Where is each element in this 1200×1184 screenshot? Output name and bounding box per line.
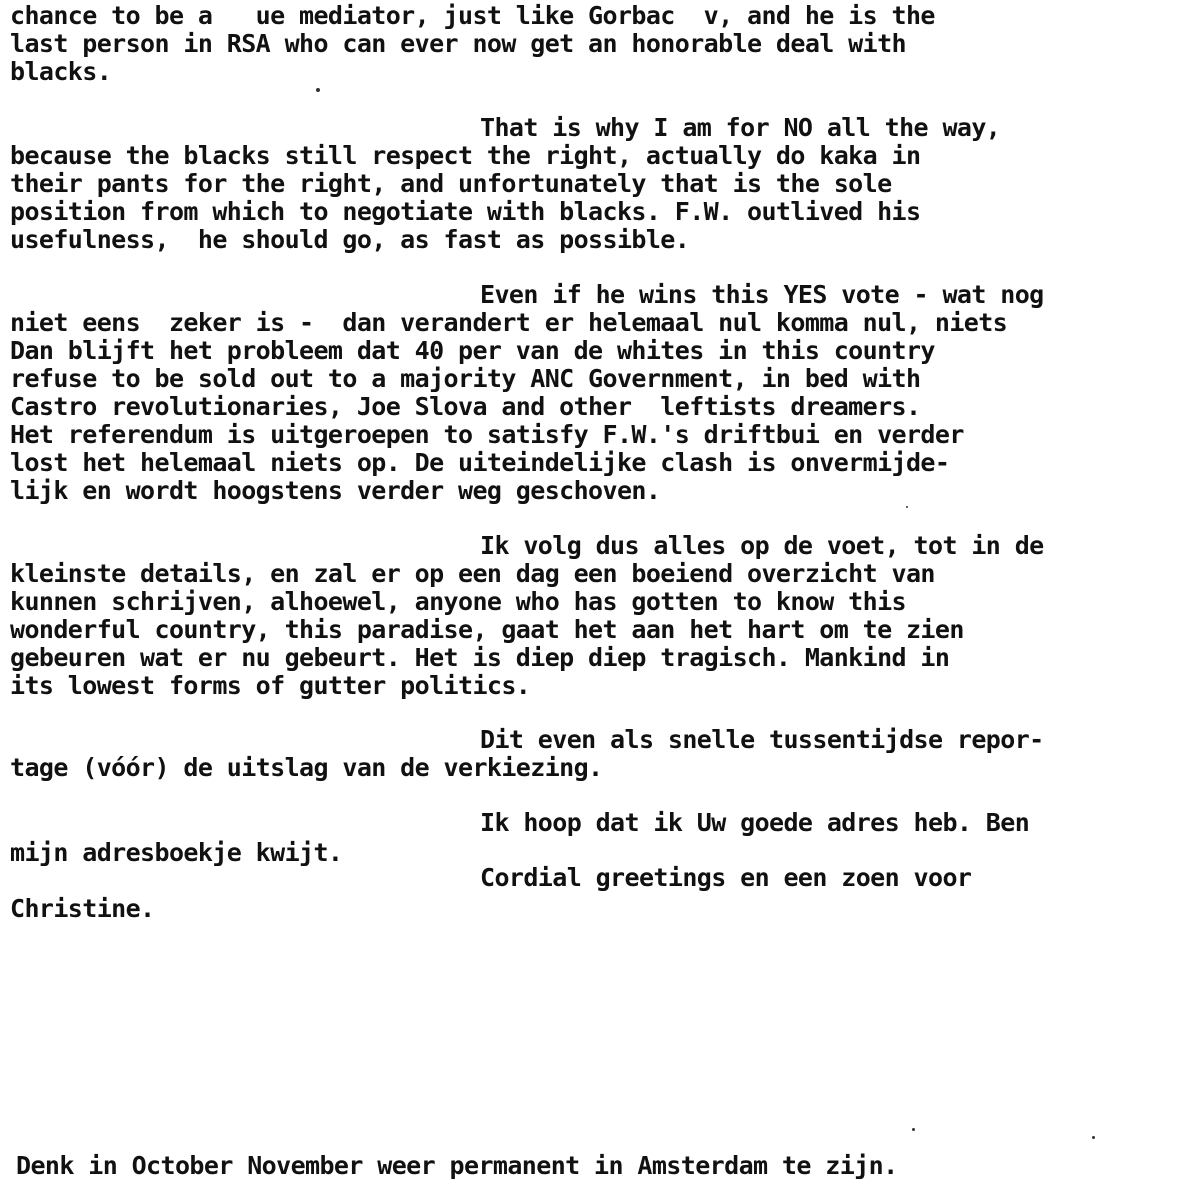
text-line: last person in RSA who can ever now get an honorable deal with (10, 29, 906, 58)
text-line: its lowest forms of gutter politics. (10, 671, 531, 700)
text-line: usefulness, he should go, as fast as possible. (10, 225, 690, 254)
text-line: chance to be a ue mediator, just like Gorbac v, and he is the (10, 1, 935, 30)
text-line: position from which to negotiate with blacks. F.W. outlived his (10, 197, 921, 226)
text-line: mijn adresboekje kwijt. (10, 838, 343, 867)
text-line: kunnen schrijven, alhoewel, anyone who has gotten to know this (10, 587, 906, 616)
text-line: Even if he wins this YES vote - wat nog (480, 280, 1044, 309)
text-line: That is why I am for NO all the way, (480, 113, 1001, 142)
ink-speck (316, 88, 320, 92)
postscript-line: Denk in October November weer permanent in Amsterdam te zijn. (16, 1151, 898, 1180)
text-line: Castro revolutionaries, Joe Slova and other leftists dreamers. (10, 392, 921, 421)
text-line: gebeuren wat er nu gebeurt. Het is diep diep tragisch. Mankind in (10, 643, 950, 672)
text-line: Dan blijft het probleem dat 40 per van de whites in this country (10, 336, 935, 365)
ink-speck (912, 1128, 915, 1131)
text-line: lost het helemaal niets op. De uiteindelijke clash is onvermijde- (10, 448, 950, 477)
text-line: because the blacks still respect the right, actually do kaka in (10, 141, 921, 170)
closing-line: Cordial greetings en een zoen voor (480, 863, 972, 892)
text-line: Ik hoop dat ik Uw goede adres heb. Ben (480, 808, 1030, 837)
text-line: their pants for the right, and unfortunately that is the sole (10, 169, 892, 198)
text-line: Dit even als snelle tussentijdse repor- (480, 725, 1044, 754)
text-line: kleinste details, en zal er op een dag een boeiend overzicht van (10, 559, 935, 588)
text-line: refuse to be sold out to a majority ANC Government, in bed with (10, 364, 921, 393)
text-line: wonderful country, this paradise, gaat het aan het hart om te zien (10, 615, 964, 644)
text-line: lijk en wordt hoogstens verder weg geschoven. (10, 476, 661, 505)
text-line: tage (vóór) de uitslag van de verkiezing. (10, 753, 603, 782)
signature-line: Christine. (10, 894, 155, 923)
text-line: Ik volg dus alles op de voet, tot in de (480, 531, 1044, 560)
text-line: Het referendum is uitgeroepen to satisfy F.W.'s driftbui en verder (10, 420, 964, 449)
ink-speck (1092, 1136, 1095, 1139)
text-line: niet eens zeker is - dan verandert er helemaal nul komma nul, niets (10, 308, 1008, 337)
ink-speck (906, 506, 908, 508)
text-line: blacks. (10, 57, 112, 86)
